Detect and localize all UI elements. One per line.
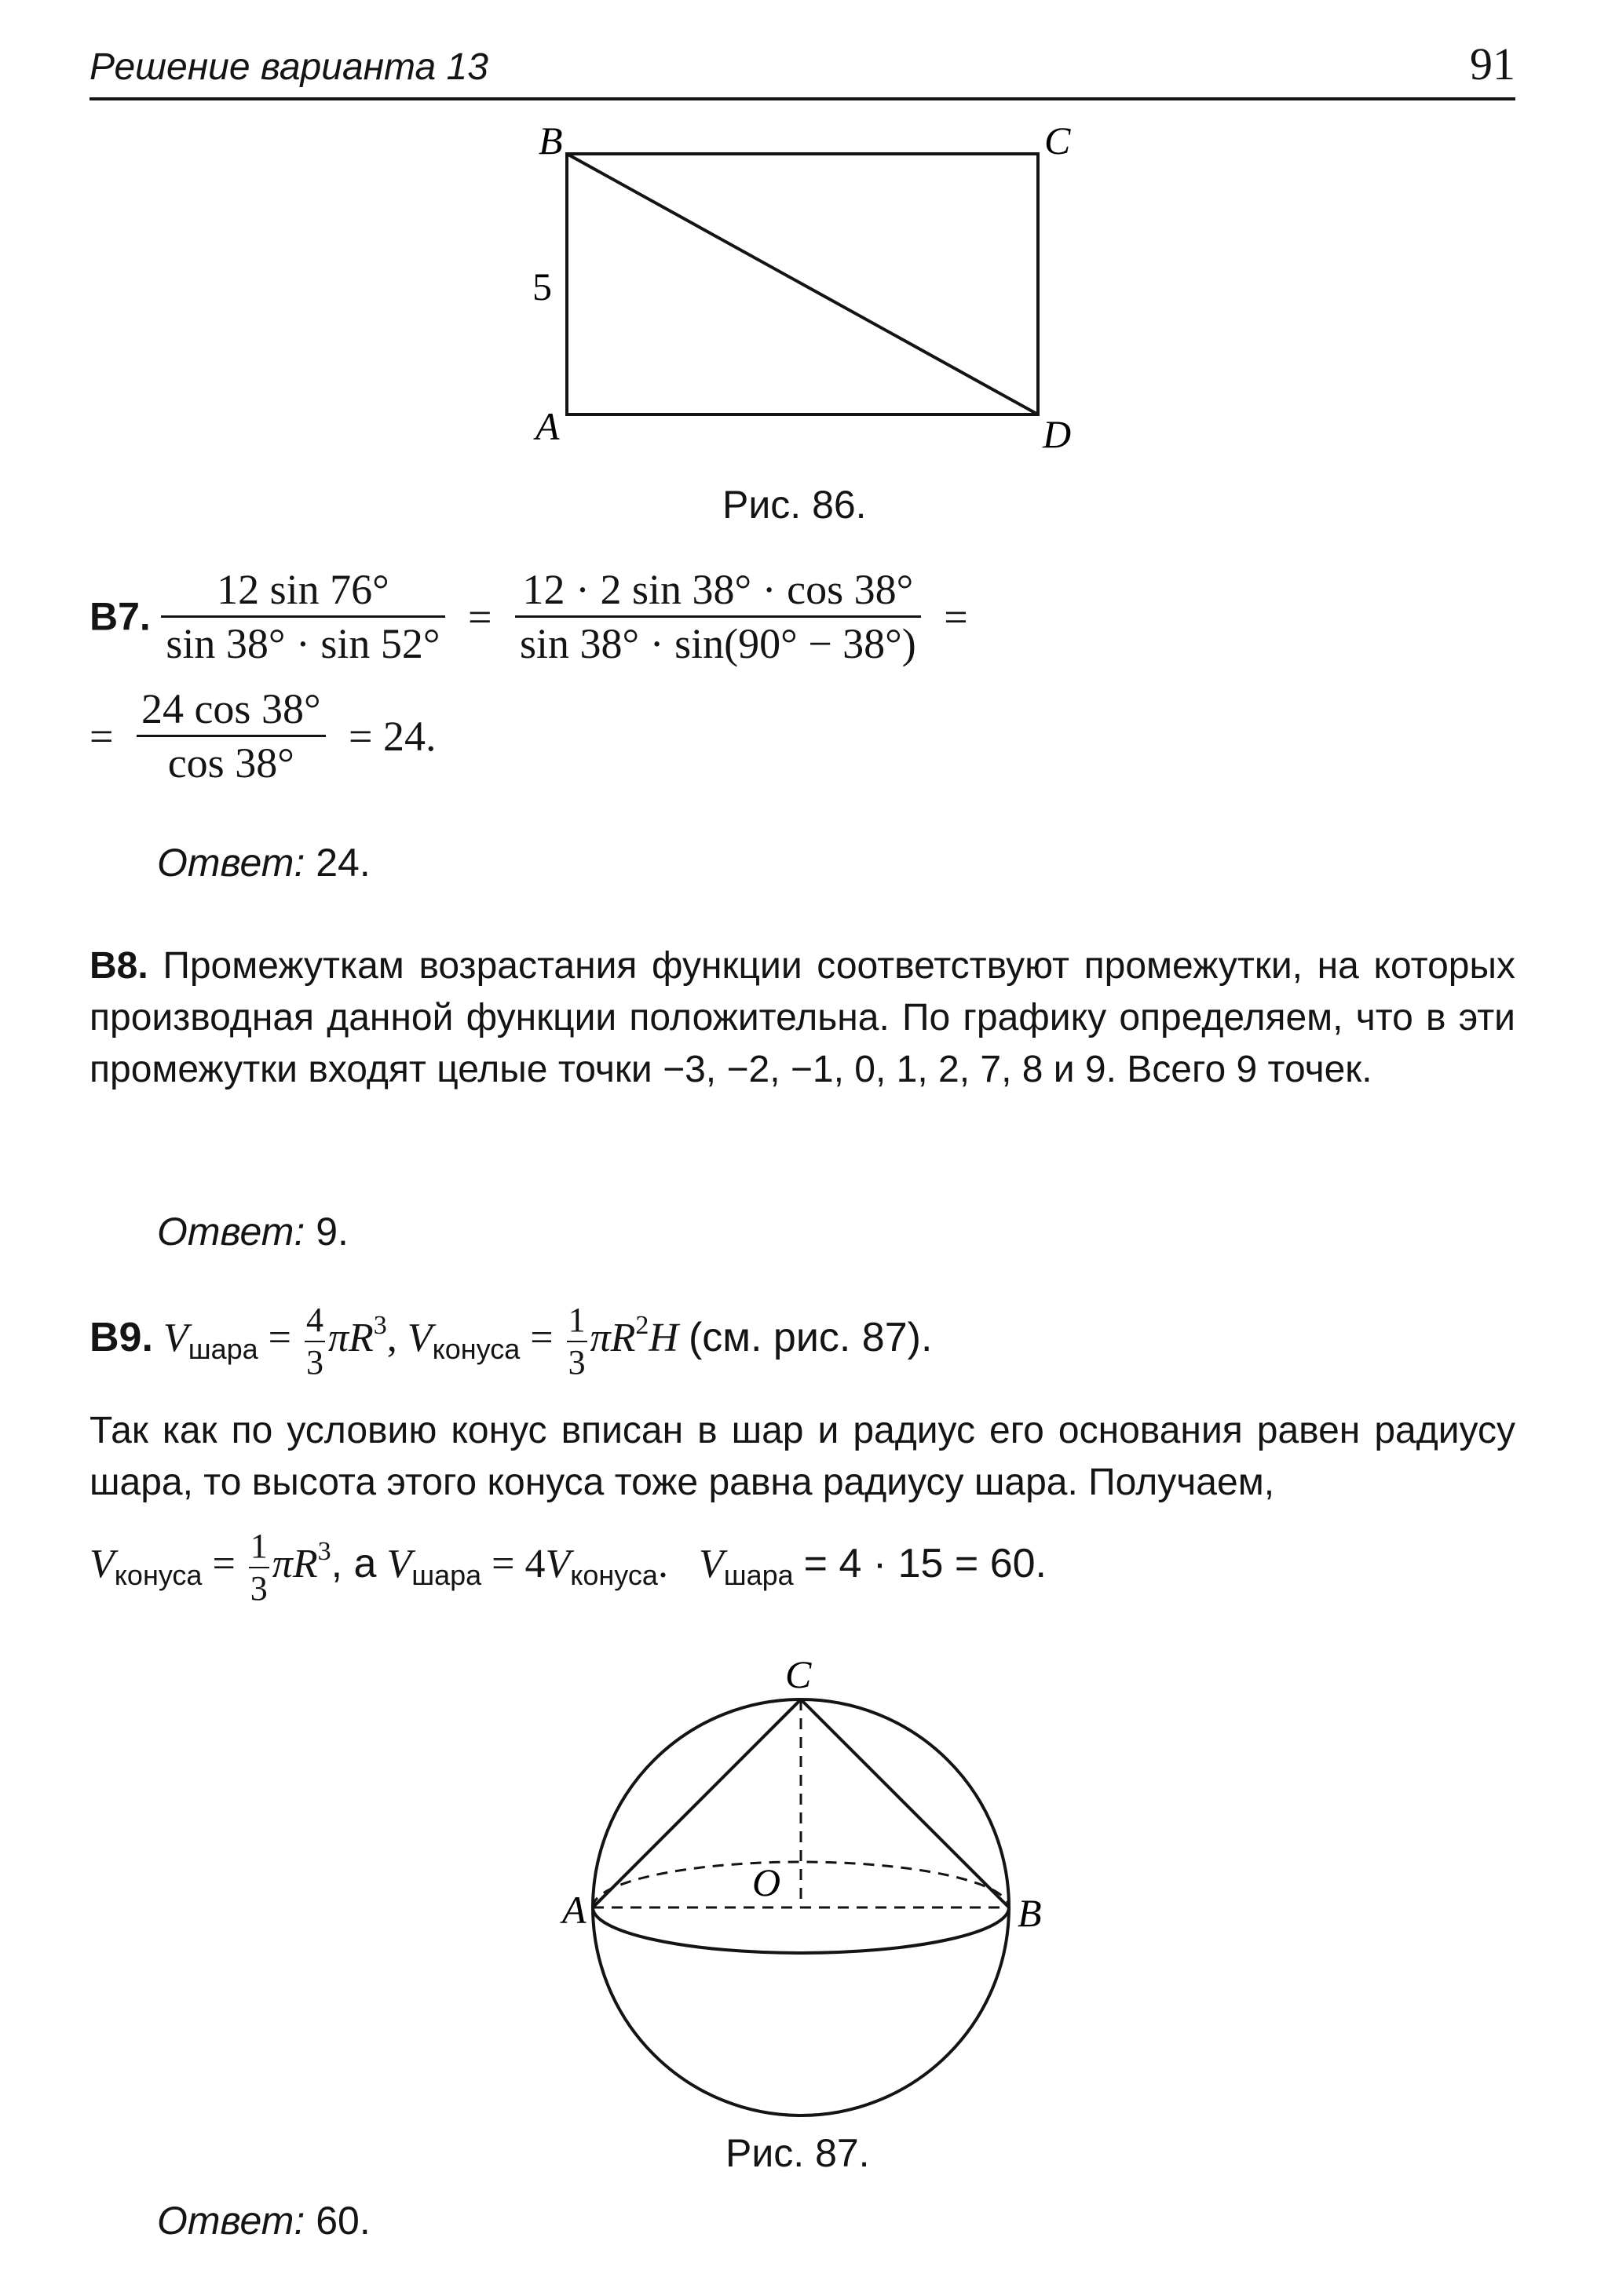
- b9-sub-sphere-3: шара: [723, 1558, 794, 1591]
- label-a: A: [562, 1888, 587, 1932]
- figure-87-caption: Рис. 87.: [725, 2131, 870, 2175]
- generator-cb: [801, 1699, 1009, 1907]
- label-c: C: [1044, 119, 1071, 162]
- base-ellipse-back: [593, 1862, 1009, 1907]
- running-header-title: Решение варианта 13: [90, 46, 488, 88]
- b9-eq-3: =: [212, 1541, 236, 1586]
- b9-frac-1-3-b: [249, 1529, 269, 1606]
- b9-comma-1: ,: [386, 1315, 397, 1360]
- b7-fraction-1-numerator: 12 sin 76°: [217, 566, 389, 613]
- header-rule: [90, 97, 1515, 100]
- b9-text: Так как по условию конус вписан в шар и радиус его основания равен радиусу шара, то высота этого конуса тоже равна радиусу шара. Получаем,: [90, 1410, 1515, 1503]
- b9-h: H: [649, 1315, 678, 1360]
- b9-sub-cone: конуса: [432, 1332, 521, 1365]
- b9-eq-4: =: [492, 1541, 515, 1586]
- b9-frac-1-3-b-num: 1: [250, 1527, 268, 1565]
- b9-frac-4-3-den: 3: [305, 1341, 325, 1380]
- b9-r-1: R: [349, 1315, 374, 1360]
- b9-figure-reference: (см. рис. 87).: [688, 1314, 933, 1360]
- b9-sub-cone-2: конуса: [114, 1558, 203, 1591]
- label-c: C: [785, 1652, 812, 1696]
- b7-fraction-3-denominator: cos 38°: [137, 735, 326, 784]
- label-b: B: [1018, 1891, 1042, 1935]
- b9-pi-3: π: [272, 1541, 293, 1586]
- b9-sub-cone-3: конуса: [570, 1558, 658, 1591]
- b9-result-line: [90, 1529, 1047, 1606]
- label-side-ab: 5: [532, 265, 552, 308]
- b7-equals-1: =: [468, 593, 492, 641]
- b9-v-sphere-2: V: [386, 1541, 412, 1586]
- b9-tag: B9.: [90, 1314, 153, 1360]
- label-o: O: [752, 1860, 781, 1904]
- b9-v-cone-2: V: [90, 1541, 115, 1586]
- base-ellipse-front: [593, 1907, 1009, 1953]
- b8-text: Промежуткам возрастания функции соответствуют промежутки, на которых производная данной функции положительна. По графику определяем, что в эти промежутки входят целые точки −3, −2, −1, 0, 1, 2, 7, 8 и 9. Всего 9 точек.: [90, 945, 1515, 1090]
- b7-fraction-3: [137, 685, 326, 787]
- b9-formula-line: [90, 1303, 932, 1380]
- figure-87-sphere-cone: [562, 1652, 1052, 2151]
- b9-frac-1-3: [567, 1303, 587, 1380]
- b9-four-coef: 4: [524, 1541, 546, 1586]
- b7-equation-line-2: [90, 685, 449, 787]
- b9-r-2: R: [610, 1315, 636, 1360]
- b9-v-sphere: V: [163, 1315, 188, 1360]
- b7-fraction-1-denominator: sin 38° · sin 52°: [161, 615, 444, 665]
- b9-pi-2: π: [590, 1315, 611, 1360]
- page-number: 91: [1470, 38, 1515, 89]
- b7-equation-line-1: [90, 568, 981, 665]
- b7-fraction-3-numerator: 24 cos 38°: [141, 685, 321, 732]
- b9-frac-1-3-b-den: 3: [249, 1567, 269, 1606]
- b9-v-cone: V: [407, 1315, 433, 1360]
- b7-fraction-2-numerator: 12 · 2 sin 38° · cos 38°: [522, 566, 914, 613]
- label-d: D: [1043, 412, 1072, 456]
- b7-fraction-2: [515, 568, 921, 665]
- b9-pi-1: π: [327, 1315, 349, 1360]
- b9-frac-1-3-den: 3: [567, 1341, 587, 1380]
- b9-v-cone-3: V: [545, 1541, 571, 1586]
- b9-a-word: , а: [331, 1540, 377, 1586]
- b9-frac-1-3-num: 1: [568, 1301, 586, 1339]
- b9-calculation: = 4 · 15 = 60.: [803, 1540, 1047, 1586]
- diagonal-bd: [567, 154, 1038, 414]
- b8-paragraph: [90, 940, 1515, 1096]
- b7-answer-value: 24.: [316, 841, 371, 885]
- b9-square: 2: [635, 1310, 649, 1340]
- b7-tag: B7.: [90, 594, 151, 639]
- b9-cube-1: 3: [373, 1310, 387, 1340]
- b9-dot: .: [657, 1541, 668, 1586]
- figure-86-rectangle: [518, 118, 1084, 463]
- b8-answer: [157, 1209, 349, 1254]
- label-a: A: [535, 404, 560, 448]
- b7-fraction-1: [161, 568, 444, 665]
- b9-frac-4-3-num: 4: [305, 1301, 323, 1339]
- b9-sub-sphere-2: шара: [411, 1558, 482, 1591]
- b9-v-sphere-3: V: [698, 1541, 724, 1586]
- b7-equals-2: =: [944, 593, 968, 641]
- b8-answer-label: Ответ:: [157, 1210, 305, 1254]
- b8-answer-value: 9.: [316, 1210, 349, 1254]
- b9-cube-2: 3: [317, 1536, 331, 1566]
- b9-r-3: R: [292, 1541, 318, 1586]
- b9-frac-4-3: [305, 1303, 325, 1380]
- b9-eq-1: =: [268, 1315, 291, 1360]
- label-b: B: [539, 119, 563, 162]
- figure-86-caption: Рис. 86.: [722, 483, 867, 527]
- b7-answer-label: Ответ:: [157, 841, 305, 885]
- b9-answer-value: 60.: [316, 2199, 371, 2243]
- b9-answer: [157, 2198, 371, 2243]
- b9-answer-label: Ответ:: [157, 2199, 305, 2243]
- b8-tag: B8.: [90, 945, 148, 987]
- b7-equals-3: =: [90, 712, 114, 760]
- b9-paragraph: [90, 1405, 1515, 1509]
- b9-eq-2: =: [530, 1315, 554, 1360]
- b7-fraction-2-denominator: sin 38° · sin(90° − 38°): [515, 615, 921, 665]
- b7-result: = 24.: [349, 712, 437, 760]
- b7-answer: [157, 840, 371, 885]
- b9-sub-sphere: шара: [188, 1332, 258, 1365]
